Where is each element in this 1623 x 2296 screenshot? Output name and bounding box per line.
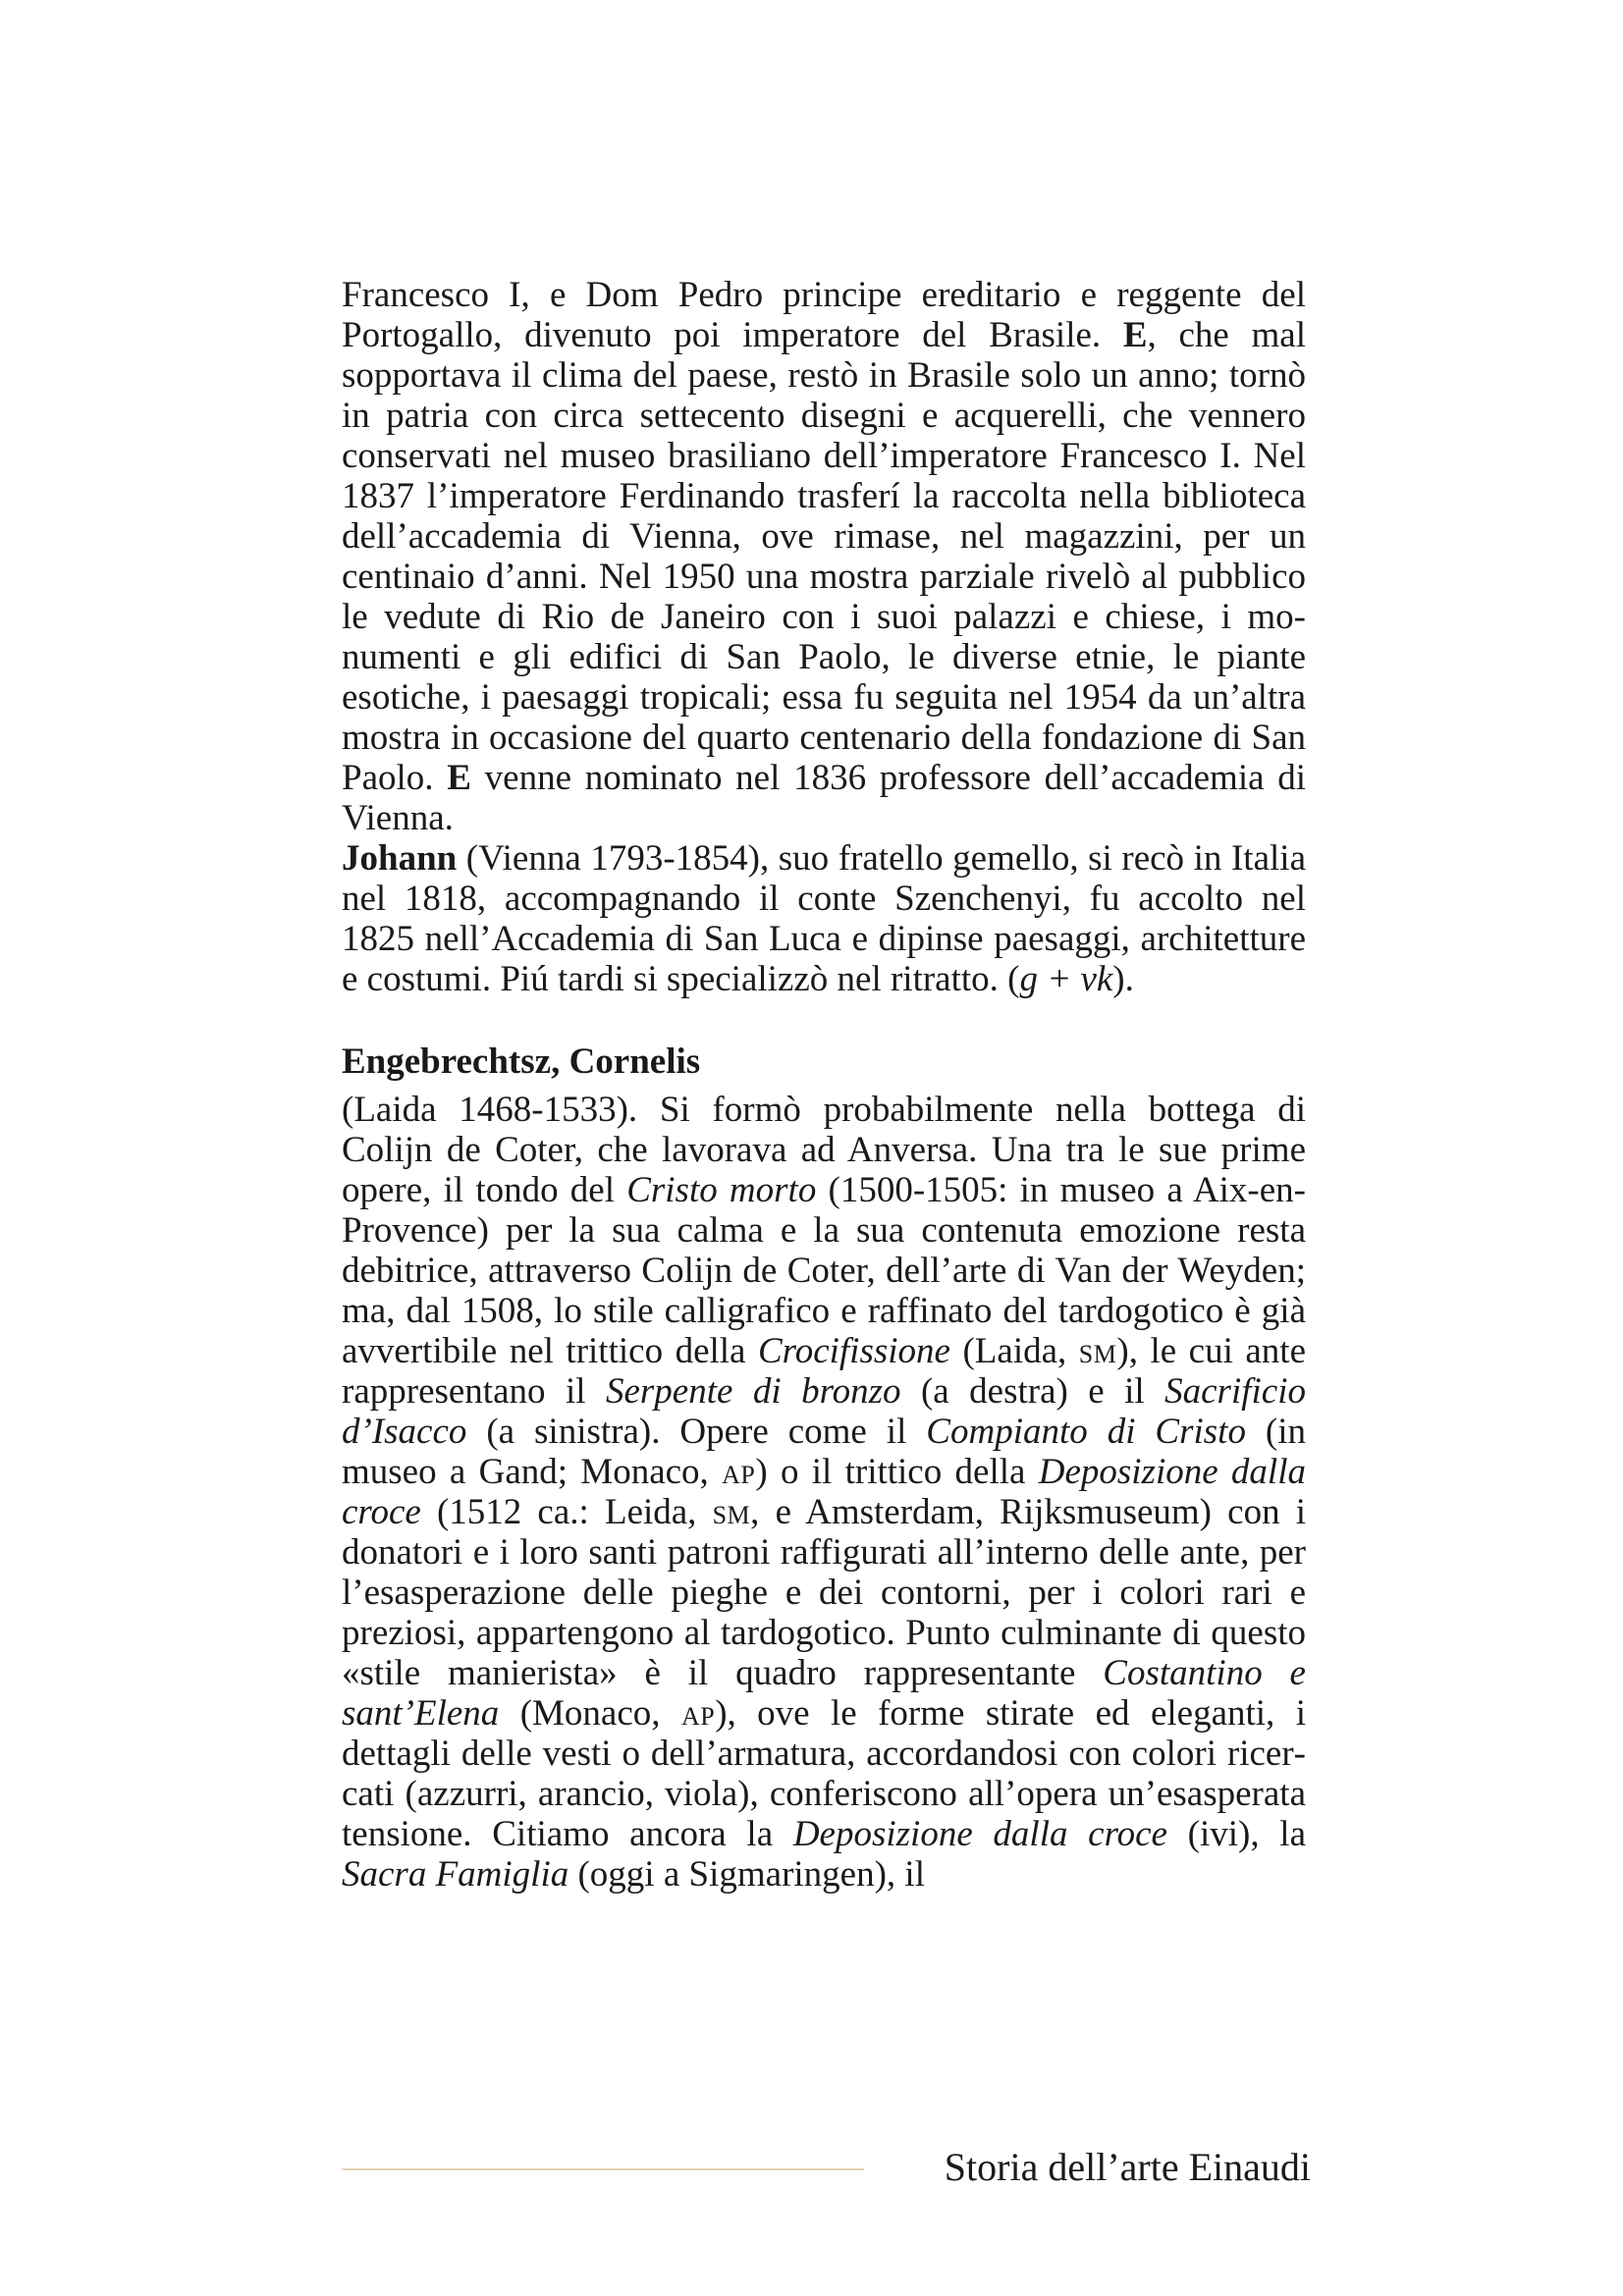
text-run: (a destra) e il (900, 1371, 1165, 1412)
text-run: ), le cui ante rappresentano il (342, 1331, 1307, 1412)
subentry-name-johann: Johann (342, 838, 458, 879)
text-run: (1512 ca.: Leida, (420, 1492, 713, 1532)
museum-abbrev: ap (722, 1452, 756, 1492)
text-run: , e Amsterdam, Rijksmuseum) con i donatori e i loro santi patroni raffigurati all’interno delle ante, per l’esasperazione delle pieghe e dei contorni, per i colori rari e preziosi, appartengono al tardogotico. Punto culminante di questo «stile manierista» è il quadro rappresentante (342, 1492, 1306, 1693)
artwork-title: Crocifissione (758, 1331, 950, 1371)
text-run: (a sinistra). Opere come il (466, 1412, 927, 1452)
text-run: (ivi), la (1166, 1814, 1306, 1854)
text-run: ). (1112, 959, 1134, 999)
artwork-title: Sacrificio d’Isacco (342, 1371, 1306, 1452)
footer-rule (342, 2168, 864, 2170)
museum-abbrev: ap (680, 1693, 716, 1734)
author-initials: g + vk (1019, 959, 1113, 999)
museum-abbrev: sm (712, 1492, 751, 1532)
abbrev-e: E (1122, 315, 1148, 355)
artwork-title: Serpente di bronzo (605, 1371, 901, 1412)
abbrev-e: E (447, 758, 471, 798)
text-run: (in museo a Gand; Monaco, (342, 1412, 1306, 1492)
text-run: (Laida, (949, 1331, 1079, 1371)
text-run: (1500-1505: in museo a Aix-en-Provence) per la sua calma e la sua contenuta emozione resta debitrice, attraverso Colijn de Coter, dell’arte di Van der Weyden; ma, dal 1508, lo stile calligrafico e raffinato del tardogotico è già avvertibile nel trittico della (342, 1170, 1306, 1371)
text-run: ), ove le forme stirate ed eleganti, i dettagli delle vesti o dell’armatura, accordandosi con colori ricercati (azzurri, arancio, viola), conferiscono all’opera un’esasperata tensione. Citiamo ancora la (342, 1693, 1306, 1854)
artwork-title: Sacra Famiglia (342, 1854, 569, 1895)
text-run: (Laida 1468-1533). Si formò probabilmente nella bottega di Colijn de Coter, che lavorava ad Anversa. Una tra le sue prime opere, il tondo del (342, 1090, 1306, 1210)
entry-heading: Engebrechtsz, Cornelis (342, 1041, 701, 1082)
artwork-title: Cristo morto (626, 1170, 817, 1210)
text-run: , che mal sopportava il clima del paese, restò in Brasile solo un anno; tornò in patria con circa settecento disegni e acquerelli, che vennero conservati nel museo brasiliano dell’imperatore Francesco I. Nel 1837 l’imperatore Ferdinando trasferí la raccolta nella biblioteca dell’accademia di Vienna, ove rimase, nel magazzini, per un centinaio d’anni. Nel 1950 una mostra parziale rivelò al pubblico le vedute di Rio de Janeiro con i suoi palazzi e chiese, i monumenti e gli edifici di San Paolo, le diverse etnie, le piante esotiche, i paesaggi tropicali; essa fu seguita nel 1954 da un’altra mostra in occasione del quarto centenario della fondazione di San Paolo. (342, 315, 1306, 798)
artwork-title: Deposizione dalla croce (792, 1814, 1167, 1854)
artwork-title: Costantino e sant’Elena (342, 1653, 1306, 1734)
text-run: (oggi a Sigmaringen), il (568, 1854, 925, 1895)
text-run: (Vienna 1793-1854), suo fratello gemello, si recò in Italia nel 1818, accompagnando il conte Szenchenyi, fu accolto nel 1825 nell’Accademia di San Luca e dipinse paesaggi, architetture e costumi. Piú tardi si specializzò nel ritratto. ( (342, 838, 1306, 999)
paragraph-johann (342, 838, 1306, 999)
text-run: (Monaco, (499, 1693, 681, 1734)
body-text (342, 275, 1306, 1895)
paragraph-ender-thomas-continued (342, 275, 1306, 838)
paragraph-engebrechtsz (342, 1090, 1306, 1895)
text-run: venne nominato nel 1836 professore dell’accademia di Vienna. (342, 758, 1307, 838)
text-run: Francesco I, e Dom Pedro principe ereditario e reggente del Portogallo, divenuto poi imperatore del Brasile. (342, 275, 1306, 355)
footer-title: Storia dell’arte Einaudi (944, 2145, 1311, 2189)
artwork-title: Compianto di Cristo (926, 1412, 1246, 1452)
text-run: ) o il trittico della (755, 1452, 1039, 1492)
artwork-title: Deposizione dalla croce (342, 1452, 1306, 1532)
museum-abbrev: sm (1078, 1331, 1117, 1371)
